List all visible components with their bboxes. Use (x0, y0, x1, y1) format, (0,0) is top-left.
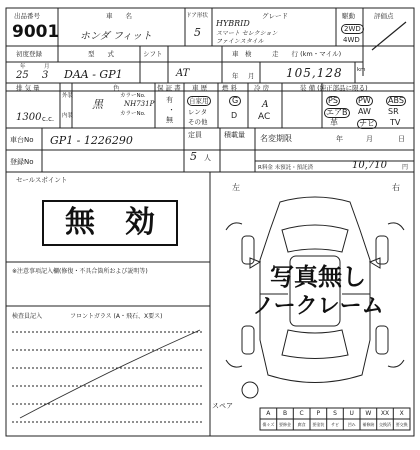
chassis-number: GP1 - 1226290 (50, 134, 133, 147)
lot-number-label: 出品番号 (14, 12, 40, 20)
fuel-diesel: D (231, 111, 238, 120)
equipment-label: 装 備 (純正部品に限る) (300, 84, 368, 92)
legend-desc-s: サビ (331, 422, 340, 427)
recycle-fee-value: 10,710 (352, 160, 387, 171)
door-label: ドア形状 (186, 13, 208, 19)
lot-number: 9001 (12, 22, 60, 42)
diagram-left-label: 左 (232, 183, 240, 192)
chassis-label: 車台No (10, 136, 34, 144)
fuel-label: 燃 料 (222, 84, 238, 92)
transfer-month-unit: 月 (366, 135, 373, 143)
grade-line-3: ファインスタイル (216, 38, 264, 45)
legend-desc-a: 傷々ズ (262, 422, 275, 427)
registration-no-label: 登録No (10, 158, 34, 166)
legend-code-xx: XX (380, 410, 390, 417)
legend-code-w: W (365, 410, 372, 417)
legend-desc-b: 要修金 (279, 422, 292, 427)
mileage-unit: km (357, 67, 366, 73)
inspection-year-unit: 年 (232, 72, 239, 80)
capacity-label: 定員 (188, 131, 202, 139)
displacement-label: 排 気 量 (16, 84, 40, 92)
cc-unit: c.c. (42, 115, 55, 123)
equip-airbag: エアB (326, 108, 348, 117)
legend-code-x: X (399, 410, 404, 417)
color-label: 色 (113, 84, 120, 92)
drive-label: 駆動 (342, 12, 355, 20)
windshield-label: フロントガラス (A・飛石、X要ス) (70, 313, 163, 320)
transfer-deadline-label: 名変期限 (260, 134, 292, 143)
cooling-value: A (262, 100, 269, 110)
transfer-day-unit: 日 (398, 135, 405, 143)
color-no-label-interior: カラーNo. (120, 111, 146, 117)
mileage-value: 105,128 (286, 66, 343, 80)
capacity-unit: 人 (204, 154, 211, 162)
warranty-no: 無 (166, 116, 173, 124)
color-no-label: カラーNo. (120, 93, 146, 99)
type-label: 型 式 (88, 50, 114, 58)
legend-code-b: B (282, 410, 288, 417)
legend-desc-x: 要交換 (395, 422, 408, 427)
legend-desc-xx: 交換済 (379, 422, 392, 427)
mileage-label: 走 行 (km・マイル) (272, 50, 342, 58)
warranty-yes: 有 (166, 96, 173, 104)
usage-label: 車 歴 (192, 84, 208, 92)
legend-code-a: A (266, 410, 271, 417)
diagram-right-label: 右 (392, 183, 400, 192)
first-reg-label: 初度登録 (16, 50, 42, 58)
fuel-gasoline: G (229, 96, 241, 106)
inspection-label: 車 検 (232, 50, 252, 58)
grade-label: グレード (262, 12, 288, 20)
equip-aw: AW (358, 107, 371, 116)
equip-navi: ナビ (359, 119, 375, 128)
recycle-fee-unit: 円 (402, 164, 409, 171)
warranty-label: 保 証 書 (157, 84, 181, 92)
color-value: 黒 (92, 98, 103, 111)
car-name: ホンダ フィット (80, 31, 152, 42)
first-reg-month-unit: 月 (44, 64, 50, 70)
door-value: 5 (194, 26, 201, 39)
equip-ps: PS (328, 96, 338, 105)
equip-tv: TV (390, 118, 401, 127)
legend-code-u: U (349, 410, 354, 417)
legend-desc-u: 凹み (347, 422, 356, 427)
no-photo-stamp-line-1: 写真無し (270, 262, 366, 291)
interior-label: 内装 (62, 113, 74, 119)
legend-code-c: C (299, 410, 304, 417)
void-stamp: 無 効 (42, 200, 178, 246)
exterior-label: 外装 (62, 93, 74, 99)
grade-line-2: スマート セレクション (216, 30, 278, 37)
first-reg-month: 3 (42, 70, 49, 81)
car-name-label: 車 名 (106, 12, 132, 20)
equip-pw: PW (358, 96, 371, 105)
inspection-month-unit: 月 (248, 72, 255, 80)
sales-point-label: セールスポイント (16, 176, 68, 184)
drive-option-4wd: 4WD (343, 36, 360, 44)
first-reg-year-unit: 年 (20, 64, 26, 70)
equip-sr: SR (388, 107, 399, 116)
legend-desc-c: 腐食 (297, 422, 306, 427)
capacity-value: 5 (190, 150, 197, 163)
legend-code-s: S (333, 410, 337, 417)
legend-desc-w: 補修跡 (362, 422, 375, 427)
usage-other: その他 (188, 118, 208, 126)
cooling-label: 冷 房 (254, 84, 270, 92)
drive-option-2wd: 2WD (341, 24, 364, 34)
inspector-notes-label: 検査員記入 (12, 313, 43, 320)
displacement-value: 1300 (16, 112, 42, 123)
usage-rental: レンタ (188, 108, 208, 116)
spare-label: スペア (212, 402, 233, 410)
warning-notes-label: ※注意事項記入欄(修復・不具合箇所および説明等) (12, 268, 148, 275)
color-number: NH731P (124, 100, 155, 108)
model-code: DAA - GP1 (64, 68, 123, 81)
equip-abs: ABS (388, 96, 404, 105)
no-claim-stamp-line-2: ノークレーム (252, 293, 384, 319)
legend-code-p: P (316, 410, 321, 417)
equip-leather: 革 (330, 118, 338, 127)
transfer-year-unit: 年 (336, 135, 343, 143)
grade-line-1: HYBRID (216, 19, 250, 28)
legend-desc-p: 要塗装 (312, 422, 325, 427)
usage-private: 自家用 (189, 97, 209, 105)
recycle-fee-label: R料金 未預託・預託済 (258, 165, 314, 171)
cooling-ac: AC (258, 112, 271, 122)
shift-value: AT (176, 68, 190, 79)
warranty-dot: ・ (168, 106, 175, 114)
eval-label: 評価点 (374, 12, 394, 20)
load-label: 積載量 (224, 131, 245, 139)
shift-label: シフト (143, 50, 163, 58)
first-reg-year: 25 (16, 70, 29, 81)
